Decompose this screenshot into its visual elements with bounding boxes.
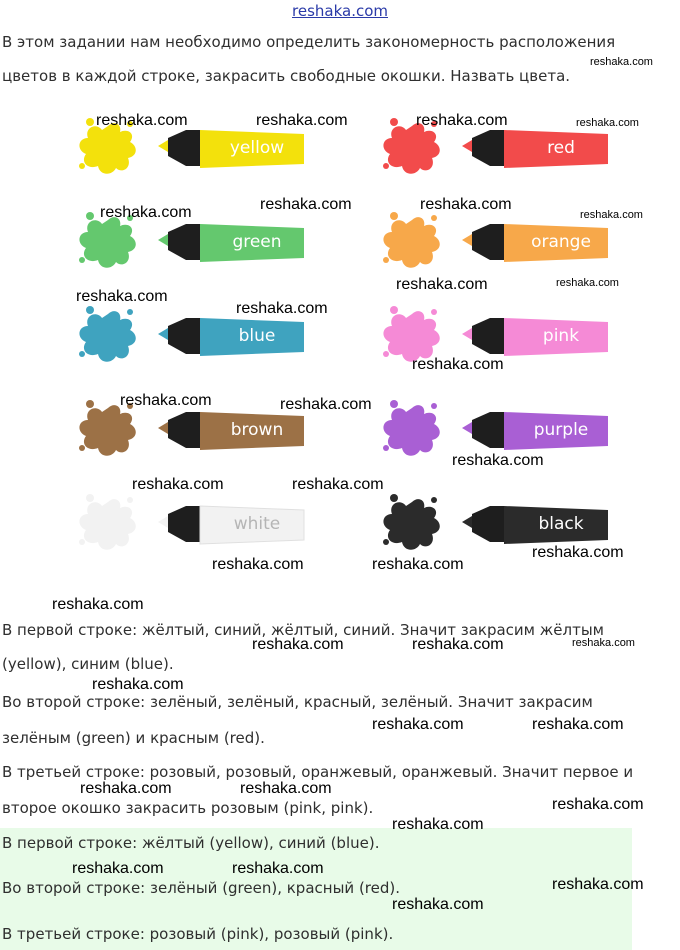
- paint-drop-icon: [86, 212, 94, 220]
- watermark: reshaka.com: [552, 796, 644, 813]
- marker-tip: [158, 234, 168, 246]
- marker-tip: [462, 140, 472, 152]
- paint-drop-icon: [383, 445, 389, 451]
- paint-splat-icon: [79, 311, 135, 362]
- color-item-orange: [376, 212, 616, 272]
- watermark: reshaka.com: [76, 288, 168, 305]
- paint-splat-icon: [383, 405, 439, 456]
- watermark: reshaka.com: [392, 816, 484, 833]
- paint-drop-icon: [86, 306, 94, 314]
- marker-tip: [462, 234, 472, 246]
- watermark: reshaka.com: [556, 277, 619, 289]
- paint-drop-icon: [79, 163, 85, 169]
- marker-collar: [472, 318, 504, 354]
- watermark: reshaka.com: [292, 476, 384, 493]
- watermark: reshaka.com: [100, 204, 192, 221]
- explanation-line-1: В первой строке: жёлтый, синий, жёлтый, синий. Значит закрасим жёлтым: [2, 621, 604, 639]
- paint-drop-icon: [127, 497, 133, 503]
- paint-drop-icon: [383, 257, 389, 263]
- paint-drop-icon: [79, 257, 85, 263]
- watermark: reshaka.com: [260, 196, 352, 213]
- watermark: reshaka.com: [580, 209, 643, 221]
- marker-label: purple: [533, 420, 589, 440]
- marker-label: black: [538, 514, 584, 534]
- watermark: reshaka.com: [416, 112, 508, 129]
- watermark: reshaka.com: [576, 117, 639, 129]
- paint-drop-icon: [431, 215, 437, 221]
- watermark: reshaka.com: [96, 112, 188, 129]
- watermark: reshaka.com: [212, 556, 304, 573]
- color-item-white: [72, 494, 312, 554]
- marker-collar: [472, 130, 504, 166]
- watermark: reshaka.com: [236, 300, 328, 317]
- marker-label: red: [547, 138, 575, 158]
- site-link[interactable]: reshaka.com: [292, 2, 388, 20]
- paint-drop-icon: [431, 309, 437, 315]
- watermark: reshaka.com: [232, 860, 324, 877]
- paint-drop-icon: [390, 212, 398, 220]
- watermark: reshaka.com: [572, 637, 635, 649]
- marker-label: brown: [230, 420, 284, 440]
- paint-drop-icon: [86, 400, 94, 408]
- marker-tip: [462, 328, 472, 340]
- watermark: reshaka.com: [280, 396, 372, 413]
- watermark: reshaka.com: [132, 476, 224, 493]
- paint-drop-icon: [431, 403, 437, 409]
- paint-drop-icon: [390, 400, 398, 408]
- marker-tip: [462, 516, 472, 528]
- watermark: reshaka.com: [590, 56, 653, 68]
- marker-label: green: [232, 232, 282, 252]
- watermark: reshaka.com: [80, 780, 172, 797]
- marker-label: orange: [531, 232, 591, 252]
- marker-collar: [168, 318, 200, 354]
- intro-line-1: В этом задании нам необходимо определить закономерность расположения: [2, 33, 616, 51]
- watermark: reshaka.com: [256, 112, 348, 129]
- answer-line-3: В третьей строке: розовый (pink), розовый (pink).: [2, 925, 394, 943]
- watermark: reshaka.com: [252, 636, 344, 653]
- watermark: reshaka.com: [392, 896, 484, 913]
- explanation-line-5: В третьей строке: розовый, розовый, оранжевый, оранжевый. Значит первое и: [2, 763, 634, 781]
- watermark: reshaka.com: [372, 716, 464, 733]
- paint-drop-icon: [127, 309, 133, 315]
- marker-collar: [168, 412, 200, 448]
- marker-label: blue: [238, 326, 276, 346]
- watermark: reshaka.com: [240, 780, 332, 797]
- explanation-line-2: (yellow), синим (blue).: [2, 655, 174, 673]
- watermark: reshaka.com: [372, 556, 464, 573]
- paint-drop-icon: [383, 539, 389, 545]
- marker-collar: [168, 506, 200, 542]
- watermark: reshaka.com: [396, 276, 488, 293]
- paint-splat-icon: [383, 499, 439, 550]
- paint-splat-icon: [79, 217, 135, 268]
- paint-splat-icon: [383, 123, 439, 174]
- paint-drop-icon: [390, 306, 398, 314]
- watermark: reshaka.com: [92, 676, 184, 693]
- marker-label: yellow: [229, 138, 285, 158]
- paint-splat-icon: [79, 405, 135, 456]
- paint-drop-icon: [390, 494, 398, 502]
- watermark: reshaka.com: [532, 544, 624, 561]
- marker-tip: [158, 516, 168, 528]
- answer-line-2: Во второй строке: зелёный (green), красный (red).: [2, 879, 400, 897]
- marker-tip: [158, 328, 168, 340]
- watermark: reshaka.com: [552, 876, 644, 893]
- explanation-line-3: Во второй строке: зелёный, зелёный, красный, зелёный. Значит закрасим: [2, 693, 593, 711]
- explanation-line-6: второе окошко закрасить розовым (pink, pink).: [2, 799, 374, 817]
- marker-collar: [168, 130, 200, 166]
- paint-splat-icon: [383, 311, 439, 362]
- answer-line-1: В первой строке: жёлтый (yellow), синий (blue).: [2, 834, 380, 852]
- paint-drop-icon: [86, 494, 94, 502]
- intro-line-2: цветов в каждой строке, закрасить свободные окошки. Назвать цвета.: [2, 67, 571, 85]
- paint-drop-icon: [390, 118, 398, 126]
- watermark: reshaka.com: [532, 716, 624, 733]
- watermark: reshaka.com: [452, 452, 544, 469]
- paint-drop-icon: [86, 118, 94, 126]
- marker-tip: [462, 422, 472, 434]
- paint-drop-icon: [383, 351, 389, 357]
- marker-collar: [168, 224, 200, 260]
- watermark: reshaka.com: [120, 392, 212, 409]
- color-item-purple: [376, 400, 616, 460]
- watermark: reshaka.com: [412, 636, 504, 653]
- marker-collar: [472, 412, 504, 448]
- marker-collar: [472, 224, 504, 260]
- paint-splat-icon: [79, 499, 135, 550]
- paint-drop-icon: [79, 351, 85, 357]
- explanation-line-4: зелёным (green) и красным (red).: [2, 729, 265, 747]
- paint-drop-icon: [383, 163, 389, 169]
- watermark: reshaka.com: [72, 860, 164, 877]
- watermark: reshaka.com: [52, 596, 144, 613]
- paint-drop-icon: [79, 539, 85, 545]
- paint-splat-icon: [79, 123, 135, 174]
- marker-label: white: [233, 514, 281, 534]
- watermark: reshaka.com: [420, 196, 512, 213]
- marker-tip: [158, 422, 168, 434]
- marker-collar: [472, 506, 504, 542]
- paint-splat-icon: [383, 217, 439, 268]
- marker-label: pink: [542, 326, 580, 346]
- paint-drop-icon: [431, 497, 437, 503]
- watermark: reshaka.com: [412, 356, 504, 373]
- paint-drop-icon: [79, 445, 85, 451]
- marker-tip: [158, 140, 168, 152]
